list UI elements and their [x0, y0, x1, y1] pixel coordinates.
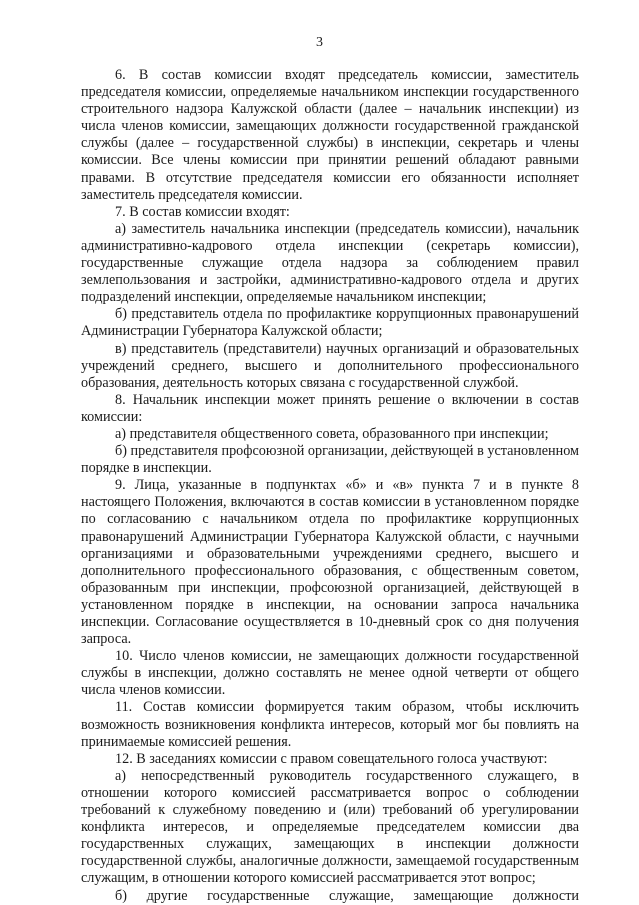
paragraph-8: 8. Начальник инспекции может принять решение о включении в состав комиссии: [81, 391, 579, 425]
paragraph-10: 10. Число членов комиссии, не замещающих должности государственной службы в инспекции, должно составлять не менее одной четверти от общего числа членов комиссии. [81, 648, 579, 699]
paragraph-6: 6. В состав комиссии входят председатель комиссии, заместитель председателя комиссии, определяемые начальником инспекции государственного строительного надзора Калужской области (далее – начальник инспекции) из числа членов комиссии, замещающих должности государственной гражданской службы (далее – государственной службы) в инспекции, секретарь и члены комиссии. Все члены комиссии при принятии решений обладают равными правами. В отсутствие председателя комиссии его обязанности исполняет заместитель председателя комиссии. [81, 67, 579, 203]
page-number: 3 [316, 35, 323, 50]
paragraph-12a: а) непосредственный руководитель государственного служащего, в отношении которого комиссией рассматривается вопрос о соблюдении требований к служебному поведению и (или) требований об урегулировании конфликта интересов, и определяемые председателем комиссии два государственных служащих, замещающих в инспекции должности государственной службы, аналогичные должности, замещаемой государственным служащим, в отношении которого комиссией рассматривается этот вопрос; [81, 767, 579, 887]
paragraph-9: 9. Лица, указанные в подпунктах «б» и «в» пункта 7 и в пункте 8 настоящего Положения, включаются в состав комиссии в установленном порядке по согласованию с начальником отдела по профилактике коррупционных правонарушений Администрации Губернатора Калужской области, с научными организациями и образовательными учреждениями среднего, высшего и дополнительного профессионального образования, с общественным советом, образованным при инспекции, профсоюзной организацией, действующей в установленном порядке в инспекции, на основании запроса начальника инспекции. Согласование осуществляется в 10-дневный срок со дня получения запроса. [81, 477, 579, 648]
paragraph-11: 11. Состав комиссии формируется таким образом, чтобы исключить возможность возникновения конфликта интересов, который мог бы повлиять на принимаемые комиссией решения. [81, 699, 579, 750]
paragraph-7v: в) представитель (представители) научных организаций и образовательных учреждений среднего, высшего и дополнительного профессионального образования, деятельность которых связана с государственной службой. [81, 340, 579, 391]
paragraph-8a: а) представителя общественного совета, образованного при инспекции; [115, 425, 549, 442]
paragraph-8b: б) представителя профсоюзной организации, действующей в установленном порядке в инспекции. [81, 443, 579, 477]
document-body [81, 67, 579, 905]
paragraph-7a: а) заместитель начальника инспекции (председатель комиссии), начальник административно-кадрового отдела инспекции (секретарь комиссии), государственные служащие отдела надзора за соблюдением правил землепользования и застройки, административно-кадрового отдела и других подразделений инспекции, определяемые начальником инспекции; [81, 220, 579, 306]
paragraph-7: 7. В состав комиссии входят: [115, 203, 290, 220]
paragraph-7b: б) представитель отдела по профилактике коррупционных правонарушений Администрации Губернатора Калужской области; [81, 306, 579, 340]
paragraph-12: 12. В заседаниях комиссии с правом совещательного голоса участвуют: [115, 750, 548, 767]
paragraph-12b: б) другие государственные служащие, замещающие должности [115, 887, 579, 904]
